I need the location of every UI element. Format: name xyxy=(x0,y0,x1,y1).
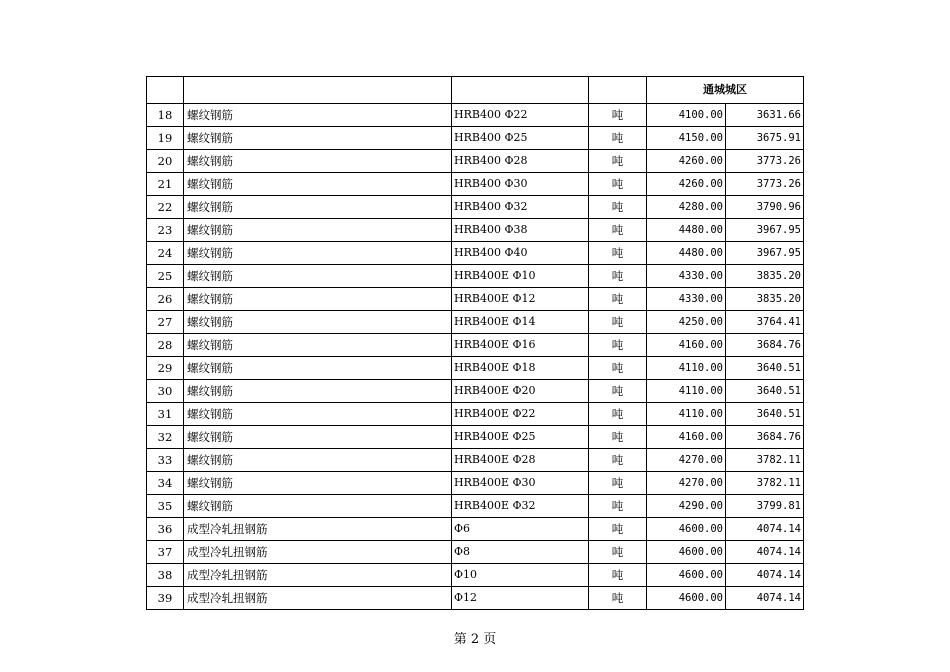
unit: 吨 xyxy=(589,104,647,127)
table-row xyxy=(147,541,804,564)
spec-model: HRB400E Φ20 xyxy=(452,380,589,403)
unit: 吨 xyxy=(589,173,647,196)
spec-model: HRB400 Φ30 xyxy=(452,173,589,196)
material-name: 螺纹钢筋 xyxy=(184,242,452,265)
row-number: 29 xyxy=(147,357,184,380)
row-number: 33 xyxy=(147,449,184,472)
table-row xyxy=(147,518,804,541)
price-tax-excluded: 3782.11 xyxy=(726,472,804,495)
row-number: 23 xyxy=(147,219,184,242)
price-tax-included: 4270.00 xyxy=(647,449,726,472)
row-number: 36 xyxy=(147,518,184,541)
price-tax-included: 4280.00 xyxy=(647,196,726,219)
unit: 吨 xyxy=(589,495,647,518)
price-tax-included: 4260.00 xyxy=(647,173,726,196)
price-tax-excluded: 3640.51 xyxy=(726,380,804,403)
table-row xyxy=(147,426,804,449)
unit: 吨 xyxy=(589,426,647,449)
unit: 吨 xyxy=(589,265,647,288)
price-tax-excluded: 3799.81 xyxy=(726,495,804,518)
table-row xyxy=(147,219,804,242)
material-name: 螺纹钢筋 xyxy=(184,495,452,518)
table-row xyxy=(147,334,804,357)
spec-model: HRB400 Φ25 xyxy=(452,127,589,150)
table-row xyxy=(147,150,804,173)
row-number: 38 xyxy=(147,564,184,587)
spec-model: Φ12 xyxy=(452,587,589,610)
spec-model: HRB400E Φ16 xyxy=(452,334,589,357)
material-name: 螺纹钢筋 xyxy=(184,265,452,288)
row-number: 34 xyxy=(147,472,184,495)
price-tax-excluded: 3640.51 xyxy=(726,357,804,380)
unit: 吨 xyxy=(589,518,647,541)
unit: 吨 xyxy=(589,357,647,380)
page-number: 第 2 页 xyxy=(453,632,497,647)
row-number: 30 xyxy=(147,380,184,403)
table-row xyxy=(147,196,804,219)
price-tax-included: 4110.00 xyxy=(647,403,726,426)
spec-model: HRB400E Φ32 xyxy=(452,495,589,518)
table-header-row xyxy=(147,77,804,104)
row-number: 21 xyxy=(147,173,184,196)
row-number: 20 xyxy=(147,150,184,173)
table-row xyxy=(147,403,804,426)
spec-model: Φ10 xyxy=(452,564,589,587)
material-name: 螺纹钢筋 xyxy=(184,449,452,472)
table-row xyxy=(147,449,804,472)
table-row xyxy=(147,104,804,127)
spec-model: HRB400 Φ32 xyxy=(452,196,589,219)
price-tax-excluded: 3967.95 xyxy=(726,242,804,265)
price-tax-excluded: 3675.91 xyxy=(726,127,804,150)
table-row xyxy=(147,311,804,334)
price-tax-included: 4480.00 xyxy=(647,242,726,265)
spec-model: HRB400E Φ18 xyxy=(452,357,589,380)
row-number: 37 xyxy=(147,541,184,564)
price-table-sheet xyxy=(146,76,803,610)
price-tax-included: 4600.00 xyxy=(647,518,726,541)
table-row xyxy=(147,495,804,518)
price-tax-included: 4270.00 xyxy=(647,472,726,495)
table-row xyxy=(147,242,804,265)
row-number: 35 xyxy=(147,495,184,518)
table-row xyxy=(147,265,804,288)
price-tax-included: 4110.00 xyxy=(647,357,726,380)
table-row xyxy=(147,288,804,311)
unit: 吨 xyxy=(589,311,647,334)
unit: 吨 xyxy=(589,150,647,173)
price-tax-excluded: 4074.14 xyxy=(726,564,804,587)
price-tax-excluded: 3790.96 xyxy=(726,196,804,219)
price-tax-included: 4100.00 xyxy=(647,104,726,127)
row-number: 24 xyxy=(147,242,184,265)
price-tax-excluded: 3835.20 xyxy=(726,288,804,311)
header-cell-no xyxy=(147,77,184,104)
price-tax-included: 4600.00 xyxy=(647,564,726,587)
table-row xyxy=(147,380,804,403)
table-row xyxy=(147,472,804,495)
material-name: 螺纹钢筋 xyxy=(184,403,452,426)
spec-model: HRB400 Φ38 xyxy=(452,219,589,242)
row-number: 25 xyxy=(147,265,184,288)
row-number: 27 xyxy=(147,311,184,334)
row-number: 26 xyxy=(147,288,184,311)
unit: 吨 xyxy=(589,288,647,311)
unit: 吨 xyxy=(589,334,647,357)
price-tax-excluded: 3773.26 xyxy=(726,173,804,196)
row-number: 32 xyxy=(147,426,184,449)
price-tax-included: 4480.00 xyxy=(647,219,726,242)
material-name: 成型冷轧扭钢筋 xyxy=(184,541,452,564)
header-cell-unit xyxy=(589,77,647,104)
unit: 吨 xyxy=(589,380,647,403)
unit: 吨 xyxy=(589,219,647,242)
row-number: 28 xyxy=(147,334,184,357)
price-tax-included: 4260.00 xyxy=(647,150,726,173)
material-name: 螺纹钢筋 xyxy=(184,472,452,495)
material-name: 螺纹钢筋 xyxy=(184,173,452,196)
material-name: 螺纹钢筋 xyxy=(184,311,452,334)
material-name: 成型冷轧扭钢筋 xyxy=(184,518,452,541)
material-name: 螺纹钢筋 xyxy=(184,380,452,403)
unit: 吨 xyxy=(589,242,647,265)
spec-model: Φ6 xyxy=(452,518,589,541)
unit: 吨 xyxy=(589,541,647,564)
table-row xyxy=(147,127,804,150)
table-row xyxy=(147,587,804,610)
header-region: 通城城区 xyxy=(647,77,804,104)
material-name: 成型冷轧扭钢筋 xyxy=(184,564,452,587)
price-tax-excluded: 3782.11 xyxy=(726,449,804,472)
price-tax-excluded: 4074.14 xyxy=(726,518,804,541)
unit: 吨 xyxy=(589,472,647,495)
material-name: 螺纹钢筋 xyxy=(184,219,452,242)
unit: 吨 xyxy=(589,564,647,587)
price-tax-included: 4600.00 xyxy=(647,587,726,610)
spec-model: HRB400E Φ28 xyxy=(452,449,589,472)
price-tax-included: 4290.00 xyxy=(647,495,726,518)
price-tax-excluded: 3764.41 xyxy=(726,311,804,334)
spec-model: HRB400 Φ40 xyxy=(452,242,589,265)
table-row xyxy=(147,564,804,587)
price-tax-excluded: 4074.14 xyxy=(726,541,804,564)
spec-model: HRB400E Φ30 xyxy=(452,472,589,495)
table-row xyxy=(147,173,804,196)
material-name: 螺纹钢筋 xyxy=(184,127,452,150)
header-cell-spec xyxy=(452,77,589,104)
material-price-table xyxy=(146,76,804,610)
material-name: 螺纹钢筋 xyxy=(184,288,452,311)
unit: 吨 xyxy=(589,403,647,426)
price-tax-included: 4110.00 xyxy=(647,380,726,403)
material-name: 螺纹钢筋 xyxy=(184,426,452,449)
unit: 吨 xyxy=(589,127,647,150)
price-tax-excluded: 3684.76 xyxy=(726,334,804,357)
material-name: 螺纹钢筋 xyxy=(184,150,452,173)
material-name: 螺纹钢筋 xyxy=(184,357,452,380)
spec-model: HRB400 Φ22 xyxy=(452,104,589,127)
row-number: 18 xyxy=(147,104,184,127)
unit: 吨 xyxy=(589,449,647,472)
price-tax-excluded: 3631.66 xyxy=(726,104,804,127)
spec-model: HRB400 Φ28 xyxy=(452,150,589,173)
material-name: 螺纹钢筋 xyxy=(184,196,452,219)
material-name: 螺纹钢筋 xyxy=(184,334,452,357)
spec-model: Φ8 xyxy=(452,541,589,564)
spec-model: HRB400E Φ14 xyxy=(452,311,589,334)
spec-model: HRB400E Φ22 xyxy=(452,403,589,426)
material-name: 成型冷轧扭钢筋 xyxy=(184,587,452,610)
price-tax-included: 4150.00 xyxy=(647,127,726,150)
price-tax-included: 4250.00 xyxy=(647,311,726,334)
price-tax-excluded: 3835.20 xyxy=(726,265,804,288)
price-tax-excluded: 3967.95 xyxy=(726,219,804,242)
table-row xyxy=(147,357,804,380)
unit: 吨 xyxy=(589,196,647,219)
price-tax-included: 4600.00 xyxy=(647,541,726,564)
header-cell-name xyxy=(184,77,452,104)
price-tax-included: 4330.00 xyxy=(647,288,726,311)
price-tax-included: 4160.00 xyxy=(647,334,726,357)
price-tax-excluded: 4074.14 xyxy=(726,587,804,610)
row-number: 22 xyxy=(147,196,184,219)
price-tax-included: 4330.00 xyxy=(647,265,726,288)
spec-model: HRB400E Φ25 xyxy=(452,426,589,449)
price-tax-included: 4160.00 xyxy=(647,426,726,449)
row-number: 19 xyxy=(147,127,184,150)
spec-model: HRB400E Φ12 xyxy=(452,288,589,311)
price-tax-excluded: 3684.76 xyxy=(726,426,804,449)
row-number: 39 xyxy=(147,587,184,610)
material-name: 螺纹钢筋 xyxy=(184,104,452,127)
price-tax-excluded: 3640.51 xyxy=(726,403,804,426)
spec-model: HRB400E Φ10 xyxy=(452,265,589,288)
unit: 吨 xyxy=(589,587,647,610)
price-tax-excluded: 3773.26 xyxy=(726,150,804,173)
row-number: 31 xyxy=(147,403,184,426)
